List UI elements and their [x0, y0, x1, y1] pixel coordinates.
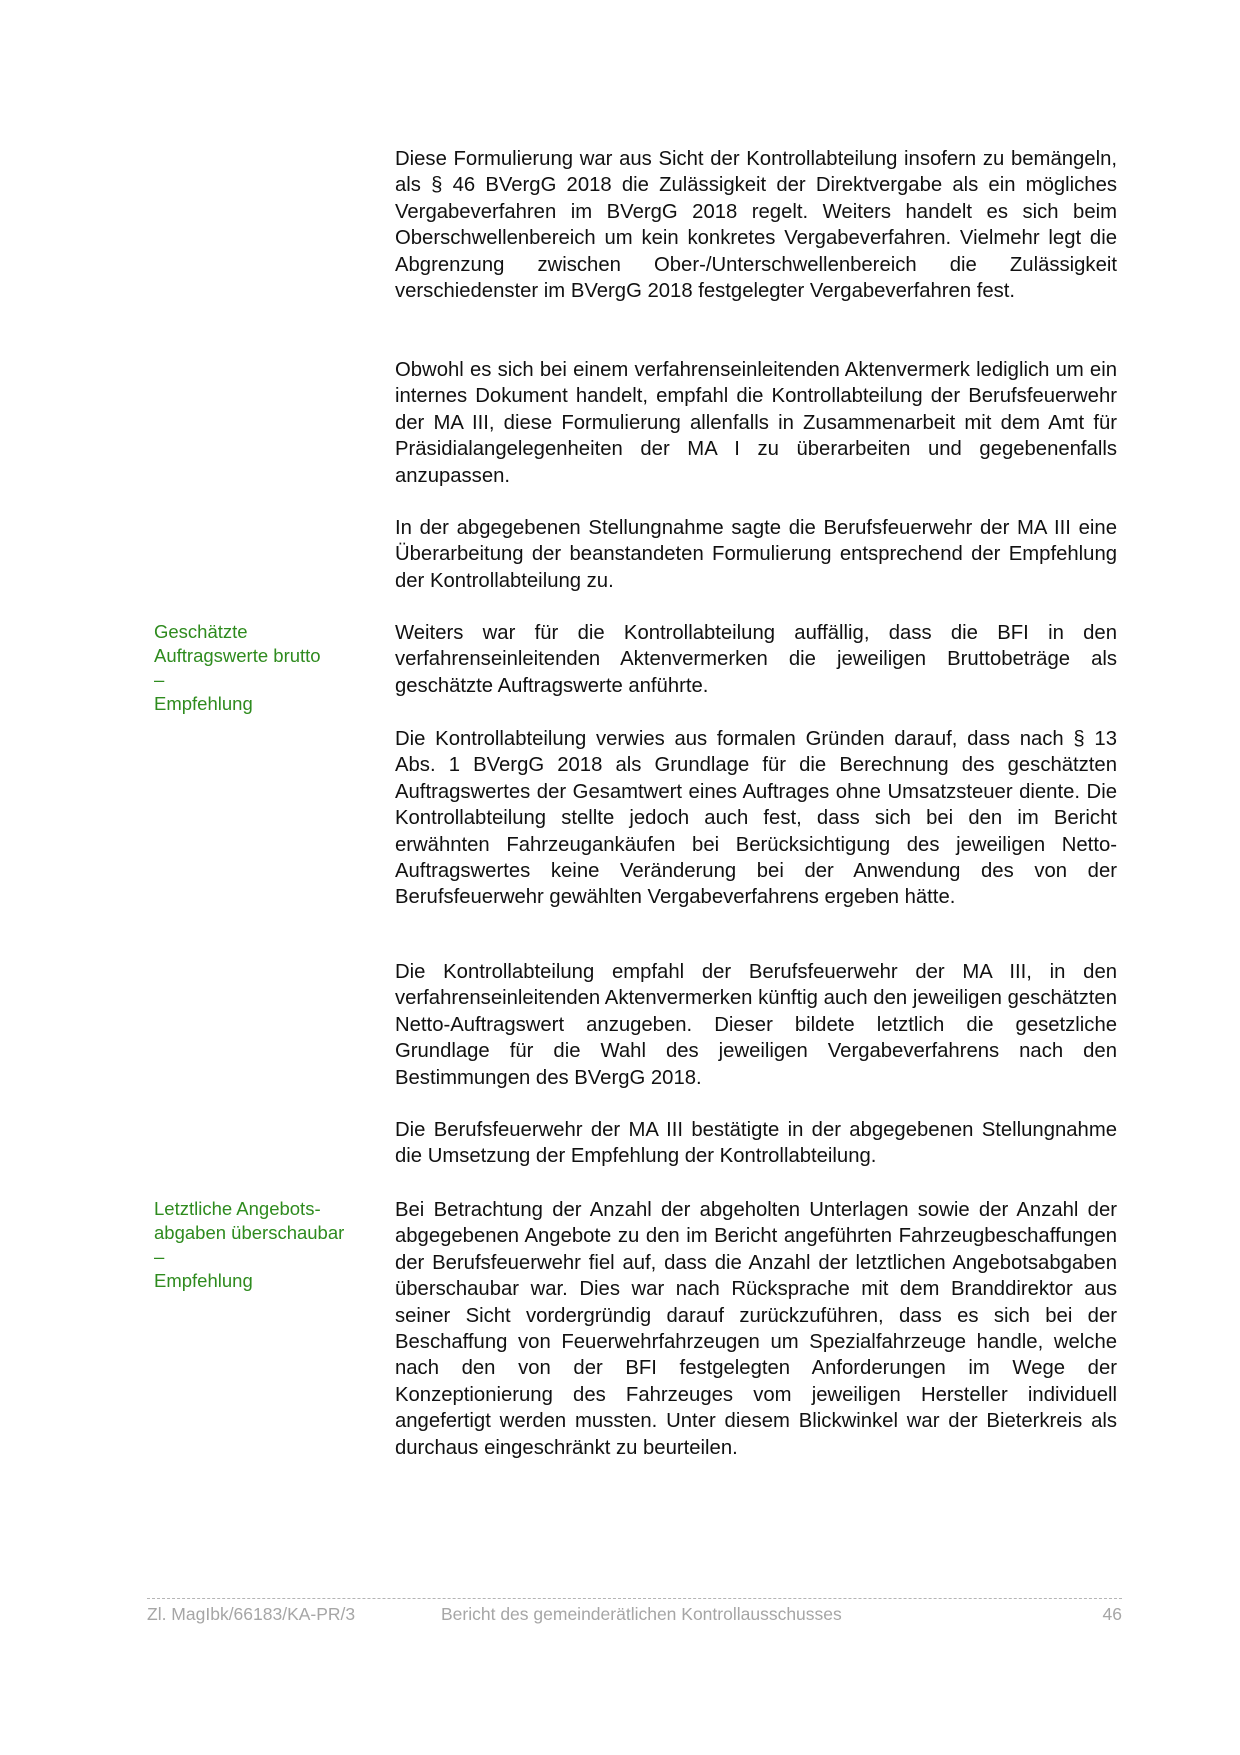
margin-note-line: Letztliche Angebots-: [154, 1198, 321, 1219]
body-paragraph-7: Die Berufsfeuerwehr der MA III bestätigte in der abgegebenen Stellungnahme die Umsetzung der Empfehlung der Kontrollabteilung.: [395, 1119, 1117, 1168]
footer-report-title: Bericht des gemeinderätlichen Kontrollausschusses: [441, 1604, 842, 1624]
margin-note-estimated-order-values: [154, 620, 379, 716]
margin-note-dash: –: [154, 669, 165, 690]
footer-page-number: 46: [1102, 1604, 1122, 1624]
body-paragraph-1: Diese Formulierung war aus Sicht der Kontrollabteilung insofern zu bemängeln, als § 46 BVergG 2018 die Zulässigkeit der Direktvergabe als ein mögliches Vergabeverfahren im BVergG 2018 regelt. Weiters handelt es sich beim Oberschwellenbereich um kein konkretes Vergabeverfahren. Vielmehr legt die Abgrenzung zwischen Ober-/Unterschwellenbereich die Zulässigkeit verschiedenster im BVergG 2018 festgelegter Vergabeverfahren fest.: [395, 148, 1117, 303]
margin-note-line: Auftragswerte brutto: [154, 645, 321, 666]
margin-note-line: Empfehlung: [154, 1270, 253, 1291]
margin-note-limited-bids: [154, 1197, 379, 1293]
body-paragraph-8: Bei Betrachtung der Anzahl der abgeholten Unterlagen sowie der Anzahl der abgegebenen Angebote zu den im Bericht angeführten Fahrzeugbeschaffungen der Berufsfeuerwehr fiel auf, dass die Anzahl der letztlichen Angebotsabgaben überschaubar war. Dies war nach Rücksprache mit dem Branddirektor aus seiner Sicht vordergründig darauf zurückzuführen, dass es sich bei der Beschaffung von Feuerwehrfahrzeugen um Spezialfahrzeuge handle, welche nach den von der BFI festgelegten Anforderungen im Wege der Konzeptionierung des Fahrzeuges vom jeweiligen Hersteller individuell angefertigt werden mussten. Unter diesem Blickwinkel war der Bieterkreis als durchaus eingeschränkt zu beurteilen.: [395, 1199, 1117, 1459]
body-paragraph-5: Die Kontrollabteilung verwies aus formalen Gründen darauf, dass nach § 13 Abs. 1 BVergG 2018 als Grundlage für die Berechnung des geschätzten Auftragswertes der Gesamtwert eines Auftrages ohne Umsatzsteuer diente. Die Kontrollabteilung stellte jedoch auch fest, dass sich bei den im Bericht erwähnten Fahrzeugankäufen bei Berücksichtigung des jeweiligen Netto-Auftragswertes keine Veränderung bei der Anwendung des von der Berufsfeuerwehr gewählten Vergabeverfahrens ergeben hätte.: [395, 728, 1117, 909]
margin-note-line: Geschätzte: [154, 621, 248, 642]
footer-divider: [147, 1598, 1122, 1599]
footer-reference-number: Zl. MagIbk/66183/KA-PR/3: [147, 1604, 356, 1624]
body-paragraph-2: Obwohl es sich bei einem verfahrenseinleitenden Aktenvermerk lediglich um ein internes Dokument handelt, empfahl die Kontrollabteilung der Berufsfeuerwehr der MA III, diese Formulierung allenfalls in Zusammenarbeit mit dem Amt für Präsidialangelegenheiten der MA I zu überarbeiten und gegebenenfalls anzupassen.: [395, 359, 1117, 487]
margin-note-line: abgaben überschaubar: [154, 1222, 345, 1243]
body-paragraph-4: Weiters war für die Kontrollabteilung auffällig, dass die BFI in den verfahrenseinleitenden Aktenvermerken die jeweiligen Bruttobeträge als geschätzte Auftragswerte anführte.: [395, 622, 1117, 697]
body-paragraph-3: In der abgegebenen Stellungnahme sagte die Berufsfeuerwehr der MA III eine Überarbeitung der beanstandeten Formulierung entsprechend der Empfehlung der Kontrollabteilung zu.: [395, 517, 1117, 592]
margin-note-line: Empfehlung: [154, 693, 253, 714]
margin-note-dash: –: [154, 1246, 165, 1267]
body-paragraph-6: Die Kontrollabteilung empfahl der Berufsfeuerwehr der MA III, in den verfahrenseinleitenden Aktenvermerken künftig auch den jeweiligen geschätzten Netto-Auftragswert anzugeben. Dieser bildete letztlich die gesetzliche Grundlage für die Wahl des jeweiligen Vergabeverfahrens nach den Bestimmungen des BVergG 2018.: [395, 961, 1117, 1089]
